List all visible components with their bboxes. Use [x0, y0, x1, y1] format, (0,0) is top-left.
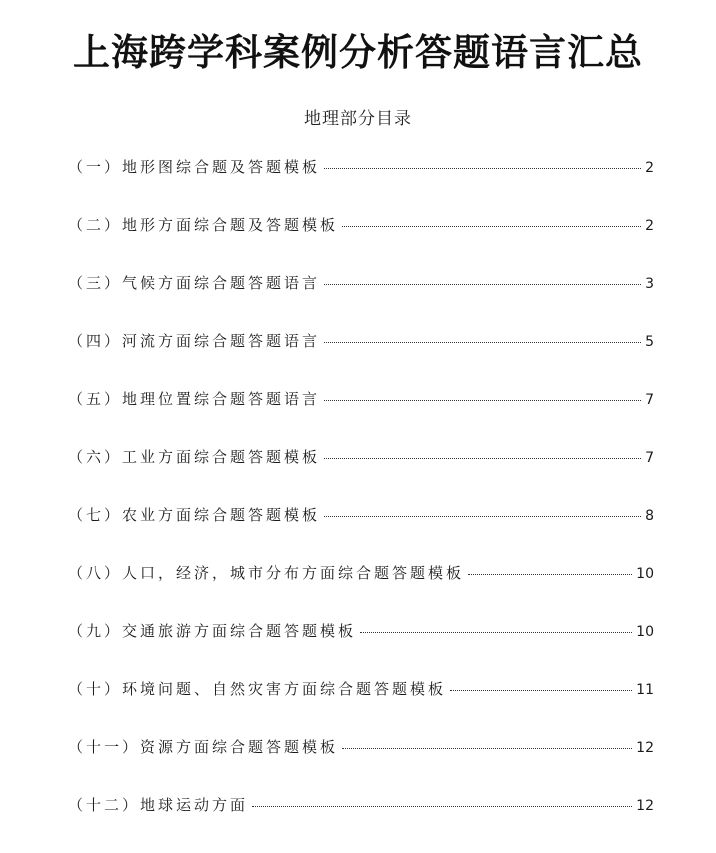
toc-entry-label: （四）河流方面综合题答题语言 — [68, 332, 321, 350]
toc-entry-label: （十一）资源方面综合题答题模板 — [68, 738, 339, 756]
toc-entry-label: （一）地形图综合题及答题模板 — [68, 158, 321, 176]
toc-dot-leader — [324, 458, 641, 459]
toc-dot-leader — [324, 168, 641, 169]
toc-entry-label: （十）环境问题、自然灾害方面综合题答题模板 — [68, 680, 447, 698]
toc-entry-1[interactable] — [68, 156, 654, 214]
toc-entry-5[interactable] — [68, 388, 654, 446]
toc-dot-leader — [324, 284, 641, 285]
toc-entry-11[interactable] — [68, 736, 654, 794]
toc-entry-label: （五）地理位置综合题答题语言 — [68, 390, 321, 408]
toc-entry-label: （六）工业方面综合题答题模板 — [68, 448, 321, 466]
toc-entry-3[interactable] — [68, 272, 654, 330]
toc-entry-7[interactable] — [68, 504, 654, 562]
toc-page-number: 5 — [645, 334, 654, 350]
toc-entry-8[interactable] — [68, 562, 654, 620]
toc-entry-label: （九）交通旅游方面综合题答题模板 — [68, 622, 357, 640]
page-subtitle: 地理部分目录 — [304, 109, 412, 129]
toc-dot-leader — [450, 690, 632, 691]
toc-dot-leader — [324, 342, 641, 343]
toc-entry-6[interactable] — [68, 446, 654, 504]
toc-page-number: 2 — [645, 160, 654, 176]
toc-entry-4[interactable] — [68, 330, 654, 388]
toc-entry-10[interactable] — [68, 678, 654, 736]
toc-dot-leader — [342, 226, 641, 227]
toc-dot-leader — [360, 632, 632, 633]
toc-dot-leader — [252, 806, 632, 807]
toc-dot-leader — [468, 574, 632, 575]
toc-page-number: 7 — [645, 450, 654, 466]
toc-entry-12[interactable] — [68, 794, 654, 852]
toc-entry-label: （三）气候方面综合题答题语言 — [68, 274, 321, 292]
toc-page-number: 10 — [636, 624, 654, 640]
toc-dot-leader — [342, 748, 632, 749]
toc-entry-2[interactable] — [68, 214, 654, 272]
toc-page-number: 3 — [645, 276, 654, 292]
toc-entry-label: （十二）地球运动方面 — [68, 796, 249, 814]
toc-entry-label: （二）地形方面综合题及答题模板 — [68, 216, 339, 234]
toc-entry-label: （八）人口，经济，城市分布方面综合题答题模板 — [68, 564, 465, 582]
toc-dot-leader — [324, 516, 641, 517]
toc-entry-label: （七）农业方面综合题答题模板 — [68, 506, 321, 524]
toc-page-number: 12 — [636, 740, 654, 756]
toc-page-number: 10 — [636, 566, 654, 582]
toc-dot-leader — [324, 400, 641, 401]
page-title: 上海跨学科案例分析答题语言汇总 — [73, 31, 643, 74]
toc-page-number: 8 — [645, 508, 654, 524]
toc-page-number: 11 — [636, 682, 654, 698]
table-of-contents — [68, 156, 654, 852]
toc-page-number: 7 — [645, 392, 654, 408]
toc-entry-9[interactable] — [68, 620, 654, 678]
toc-page-number: 2 — [645, 218, 654, 234]
toc-page-number: 12 — [636, 798, 654, 814]
